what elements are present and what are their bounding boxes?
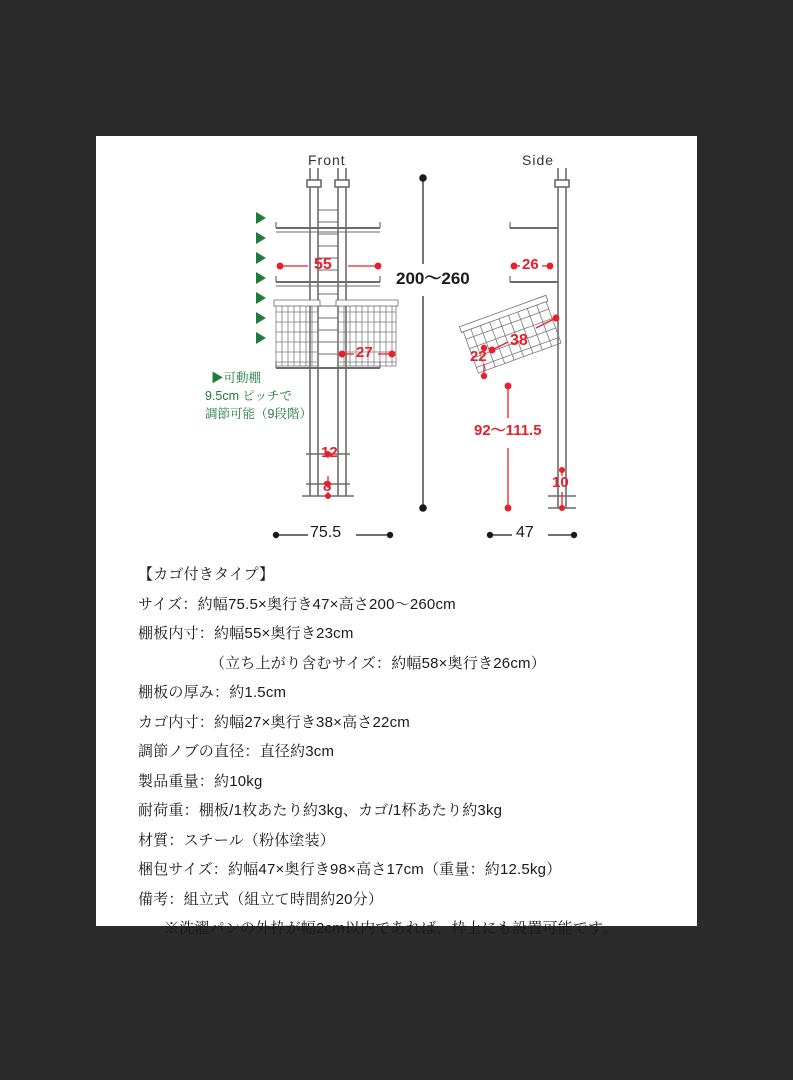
product-spec-card (96, 136, 697, 937)
dim-side-total-depth: 47 (516, 524, 534, 541)
dim-side-shelf-depth: 26 (522, 256, 539, 273)
dim-front-shelf-width: 55 (314, 256, 332, 273)
spec-line-shelf-inner-sub: （立ち上がり含むサイズ：約幅58×奥行き26cm） (210, 654, 546, 672)
spec-line-shelf-inner: 棚板内寸：約幅55×奥行き23cm (138, 625, 354, 642)
dim-front-basket-width: 27 (356, 344, 373, 361)
product-dimension-diagram (96, 136, 697, 556)
front-view-label: Front (308, 152, 346, 168)
dim-side-basket-height: 22 (470, 348, 487, 365)
spec-line-remarks: 備考：組立式（組立て時間約20分） (138, 890, 384, 908)
spec-line-weight: 製品重量：約10kg (138, 772, 263, 790)
dim-front-leg-upper: 12 (321, 444, 338, 461)
dim-front-total-width: 75.5 (310, 524, 342, 541)
dim-side-basket-depth: 38 (510, 332, 528, 349)
dim-height-range: 200〜260 (396, 269, 470, 288)
spec-line-load-capacity: 耐荷重：棚板/1枚あたり約3kg、カゴ/1杯あたり約3kg (138, 802, 503, 819)
diagram-svg (96, 136, 697, 556)
spec-line-knob-diameter: 調節ノブの直径：直径約3cm (138, 743, 335, 760)
dim-side-foot: 10 (552, 474, 569, 491)
dim-side-basket-position: 92〜111.5 (474, 422, 542, 439)
spec-line-footnote: ※洗濯パンの外枠が幅2cm以内であれば、枠上にも設置可能です。 (164, 920, 618, 937)
spec-text-block (138, 560, 668, 944)
spec-title: 【カゴ付きタイプ】 (138, 566, 275, 583)
side-view-label: Side (522, 152, 555, 168)
adjustable-shelf-note-line1: ▶可動棚 (211, 371, 262, 385)
spec-line-size: サイズ：約幅75.5×奥行き47×高さ200〜260cm (138, 595, 456, 613)
spec-line-material: 材質：スチール（粉体塗装） (138, 831, 336, 849)
spec-line-basket-inner: カゴ内寸：約幅27×奥行き38×高さ22cm (138, 713, 410, 731)
spec-line-package-size: 梱包サイズ：約幅47×奥行き98×高さ17cm（重量：約12.5kg） (138, 861, 562, 878)
dim-front-leg-lower: 8 (323, 478, 332, 495)
adjustable-shelf-note-line2: 9.5cm ピッチで (205, 389, 293, 403)
adjustable-shelf-note-line3: 調節可能（9段階） (205, 407, 312, 421)
spec-line-shelf-thickness: 棚板の厚み：約1.5cm (138, 684, 287, 701)
adjustable-shelf-arrows (256, 212, 266, 344)
